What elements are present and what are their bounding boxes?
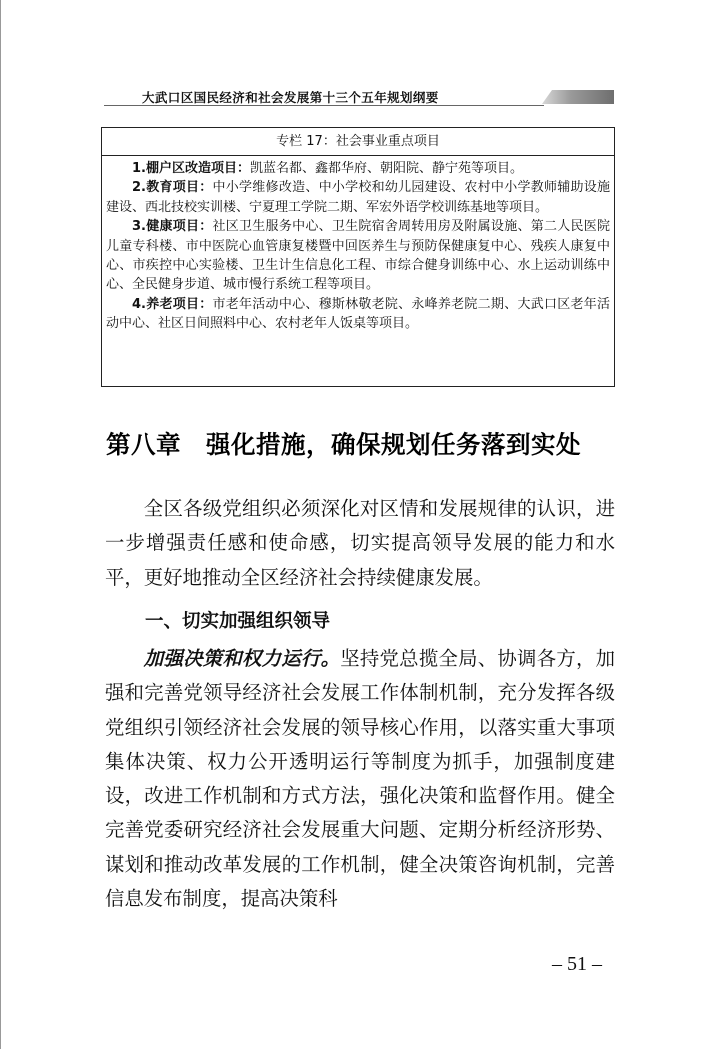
running-header — [104, 86, 614, 106]
box-item-text: 中小学维修改造、中小学校和幼儿园建设、农村中小学教师辅助设施建设、西北技校实训楼、宁夏理工学院二期、军宏外语学校训练基地等项目。 — [106, 180, 610, 215]
box-item-head: 3.健康项目： — [132, 219, 213, 235]
paragraph-lead: 加强决策和权力运行。 — [143, 647, 341, 670]
box-title: 专栏 17：社会事业重点项目 — [102, 128, 614, 156]
running-header-text: 大武口区国民经济和社会发展第十三个五年规划纲要 — [142, 90, 439, 105]
paragraph-text: 坚持党总揽全局、协调各方，加强和完善党领导经济社会发展工作体制机制，充分发挥各级党组织引领经济社会发展的领导核心作用，以落实重大事项集体决策、权力公开透明运行等制度为抓手，加强制度建设，改进工作机制和方式方法，强化决策和监督作用。健全完善党委研究经济社会发展重大问题、定期分析经济形势、谋划和推动改革发展的工作机制，健全决策咨询机制，完善信息发布制度，提高决策科 — [105, 647, 616, 911]
box-item-health — [106, 217, 610, 295]
box-body — [102, 156, 614, 334]
box-item-shantytown — [106, 159, 610, 178]
page-number: – 51 – — [552, 953, 602, 975]
header-rule — [104, 105, 544, 106]
box-item-head: 1.棚户区改造项目： — [132, 161, 250, 176]
body-paragraph: 全区各级党组织必须深化对区情和发展规律的认识，进一步增强责任感和使命感，切实提高领导发展的能力和水平，更好地推动全区经济社会持续健康发展。 — [105, 497, 615, 589]
box-item-head: 4.养老项目： — [132, 296, 213, 312]
section-title: 一、切实加强组织领导 — [145, 611, 331, 632]
header-decoration-bar — [542, 90, 614, 104]
project-sidebar-box — [101, 127, 615, 387]
box-item-education — [106, 178, 610, 217]
chapter-title: 第八章 强化措施，确保规划任务落到实处 — [106, 430, 581, 459]
box-item-text: 凯蓝名都、鑫都华府、朝阳院、静宁苑等项目。 — [249, 161, 523, 176]
body-paragraph — [105, 642, 615, 916]
box-item-text: 市老年活动中心、穆斯林敬老院、永峰养老院二期、大武口区老年活动中心、社区日间照料中心、农村老年人饭桌等项目。 — [106, 296, 610, 332]
binding-edge — [0, 0, 1, 1049]
box-item-text: 社区卫生服务中心、卫生院宿舍周转用房及附属设施、第二人民医院儿童专科楼、市中医院心血管康复楼暨中回医养生与预防保健康复中心、残疾人康复中心、市疾控中心实验楼、卫生计生信息化工程、市综合健身训练中心、水上运动训练中心、全民健身步道、城市慢行系统工程等项目。 — [106, 219, 610, 293]
box-item-elderly-care — [106, 295, 610, 334]
box-item-head: 2.教育项目： — [132, 180, 213, 196]
